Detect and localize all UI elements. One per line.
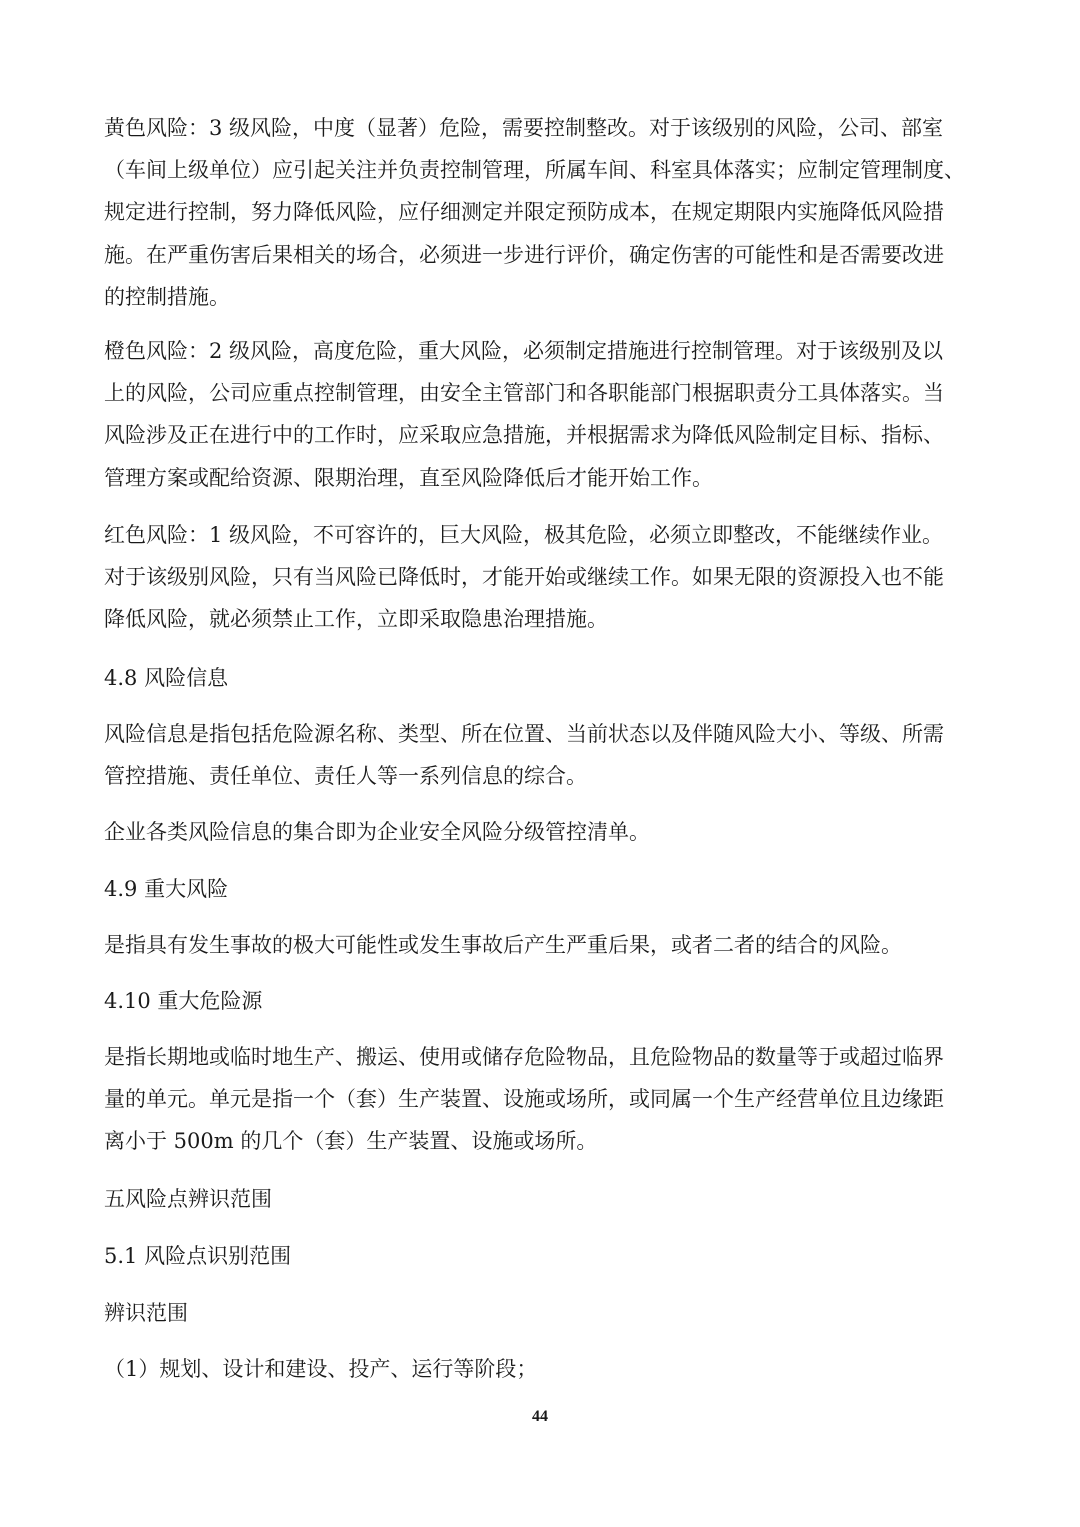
text-line: 量的单元。单元是指一个（套）生产装置、设施或场所，或同属一个生产经营单位且边缘距	[104, 1087, 944, 1112]
text-line: 4.10 重大危险源	[104, 989, 263, 1013]
text-line: 五风险点辨识范围	[104, 1187, 272, 1211]
text-line: 辨识范围	[104, 1301, 188, 1325]
text-line: 企业各类风险信息的集合即为企业安全风险分级管控清单。	[104, 820, 650, 844]
text-line: 的控制措施。	[104, 284, 230, 309]
text-line: 4.8 风险信息	[104, 666, 229, 690]
text-line: （1）规划、设计和建设、投产、运行等阶段；	[104, 1357, 538, 1381]
text-line: 上的风险，公司应重点控制管理，由安全主管部门和各职能部门根据职责分工具体落实。当	[104, 381, 944, 406]
text-line: 对于该级别风险，只有当风险已降低时，才能开始或继续工作。如果无限的资源投入也不能	[104, 565, 944, 590]
text-line: 风险涉及正在进行中的工作时，应采取应急措施，并根据需求为降低风险制定目标、指标、	[104, 423, 944, 448]
text-line: 4.9 重大风险	[104, 877, 229, 901]
text-line: 风险信息是指包括危险源名称、类型、所在位置、当前状态以及伴随风险大小、等级、所需	[104, 722, 944, 746]
text-line: 5.1 风险点识别范围	[104, 1244, 292, 1268]
text-line: 离小于 500m 的几个（套）生产装置、设施或场所。	[104, 1129, 598, 1154]
text-line: 管控措施、责任单位、责任人等一系列信息的综合。	[104, 764, 587, 789]
text-line: 是指具有发生事故的极大可能性或发生事故后产生严重后果，或者二者的结合的风险。	[104, 933, 902, 957]
text-line: 管理方案或配给资源、限期治理，直至风险降低后才能开始工作。	[104, 465, 713, 490]
text-line: 黄色风险：3 级风险，中度（显著）危险，需要控制整改。对于该级别的风险，公司、部室	[104, 116, 944, 140]
text-line: 降低风险，就必须禁止工作，立即采取隐患治理措施。	[104, 607, 608, 632]
text-line: 施。在严重伤害后果相关的场合，必须进一步进行评价，确定伤害的可能性和是否需要改进	[104, 242, 944, 267]
text-line: 是指长期地或临时地生产、搬运、使用或储存危险物品，且危险物品的数量等于或超过临界	[104, 1045, 944, 1069]
text-line: 橙色风险：2 级风险，高度危险，重大风险，必须制定措施进行控制管理。对于该级别及以	[104, 339, 944, 363]
page-number: 44	[532, 1408, 548, 1425]
text-line: （车间上级单位）应引起关注并负责控制管理，所属车间、科室具体落实；应制定管理制度、	[104, 158, 965, 183]
text-line: 规定进行控制，努力降低风险，应仔细测定并限定预防成本，在规定期限内实施降低风险措	[104, 200, 944, 225]
text-line: 红色风险：1 级风险，不可容许的，巨大风险，极其危险，必须立即整改，不能继续作业。	[104, 523, 944, 547]
